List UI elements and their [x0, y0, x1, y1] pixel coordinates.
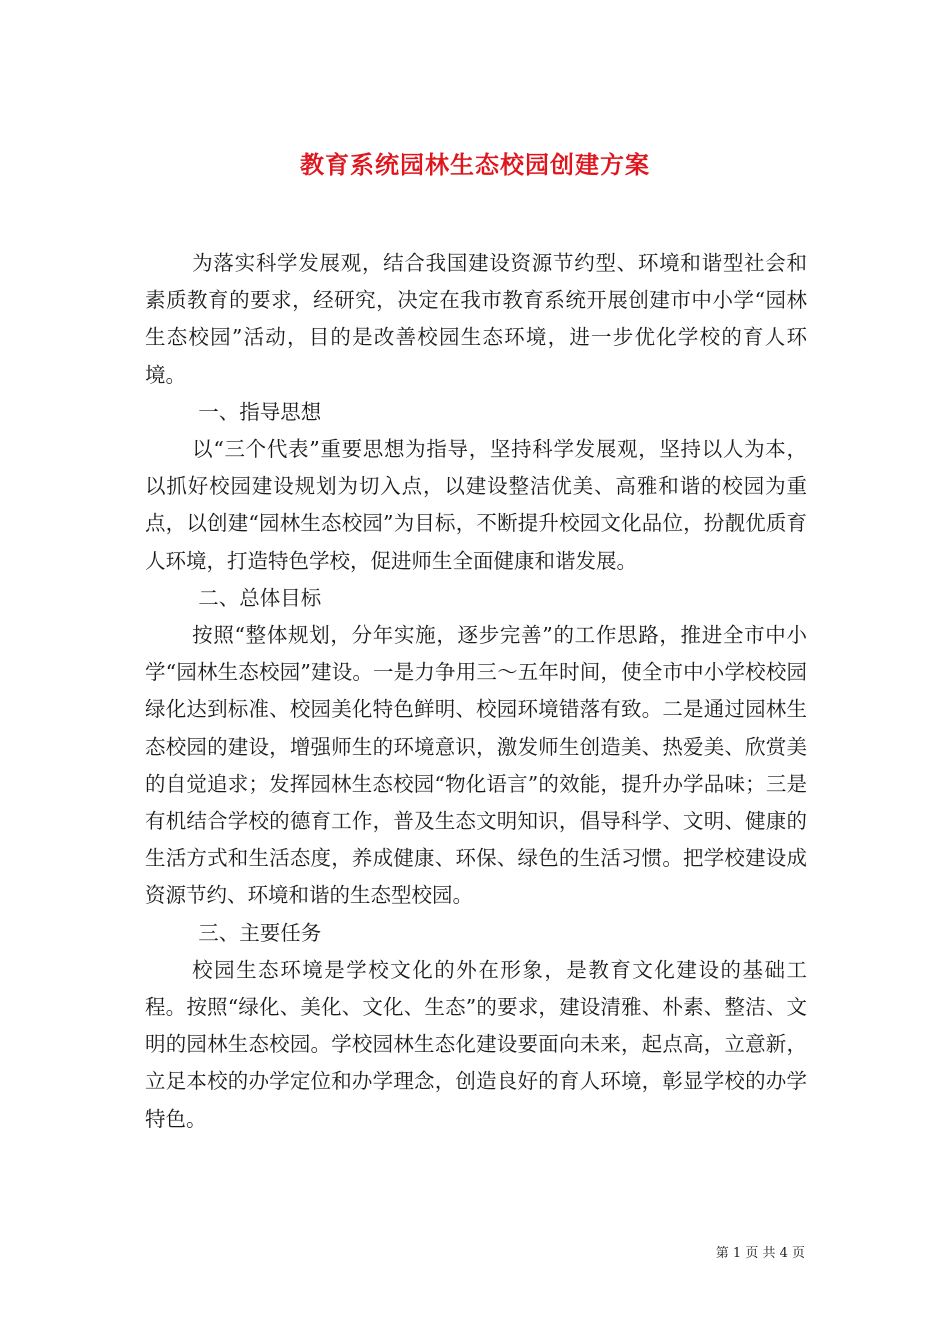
- section-paragraph-overall-goal: 按照“整体规划，分年实施，逐步完善”的工作思路，推进全市中小学“园林生态校园”建设。一是力争用三～五年时间，使全市中小学校校园绿化达到标准、校园美化特色鲜明、校园环境错落有致。二是通过园林生态校园的建设，增强师生的环境意识，激发师生创造美、热爱美、欣赏美的自觉追求；发挥园林生态校园“物化语言”的效能，提升办学品味；三是有机结合学校的德育工作，普及生态文明知识，倡导科学、文明、健康的生活方式和生活态度，养成健康、环保、绿色的生活习惯。把学校建设成资源节约、环境和谐的生态型校园。: [145, 623, 807, 908]
- section-heading-overall-goal: 二、总体目标: [198, 585, 322, 610]
- document-title: 教育系统园林生态校园创建方案: [300, 150, 650, 180]
- section-paragraph-guiding-ideology: 以“三个代表”重要思想为指导，坚持科学发展观，坚持以人为本，以抓好校园建设规划为切入点，以建设整洁优美、高雅和谐的校园为重点，以创建“园林生态校园”为目标，不断提升校园文化品位，扮靓优质育人环境，打造特色学校，促进师生全面健康和谐发展。: [145, 437, 807, 573]
- document-body: [145, 245, 807, 1138]
- section-heading-guiding-ideology: 一、指导思想: [198, 399, 322, 424]
- intro-paragraph: 为落实科学发展观，结合我国建设资源节约型、环境和谐型社会和素质教育的要求，经研究，决定在我市教育系统开展创建市中小学“园林生态校园”活动，目的是改善校园生态环境，进一步优化学校的育人环境。: [145, 251, 807, 387]
- page-number: 第 1 页 共 4 页: [715, 1246, 805, 1261]
- section-paragraph-main-tasks: 校园生态环境是学校文化的外在形象，是教育文化建设的基础工程。按照“绿化、美化、文化、生态”的要求，建设清雅、朴素、整洁、文明的园林生态校园。学校园林生态化建设要面向未来，起点高，立意新，立足本校的办学定位和办学理念，创造良好的育人环境，彰显学校的办学特色。: [145, 957, 807, 1131]
- section-heading-main-tasks: 三、主要任务: [198, 920, 322, 945]
